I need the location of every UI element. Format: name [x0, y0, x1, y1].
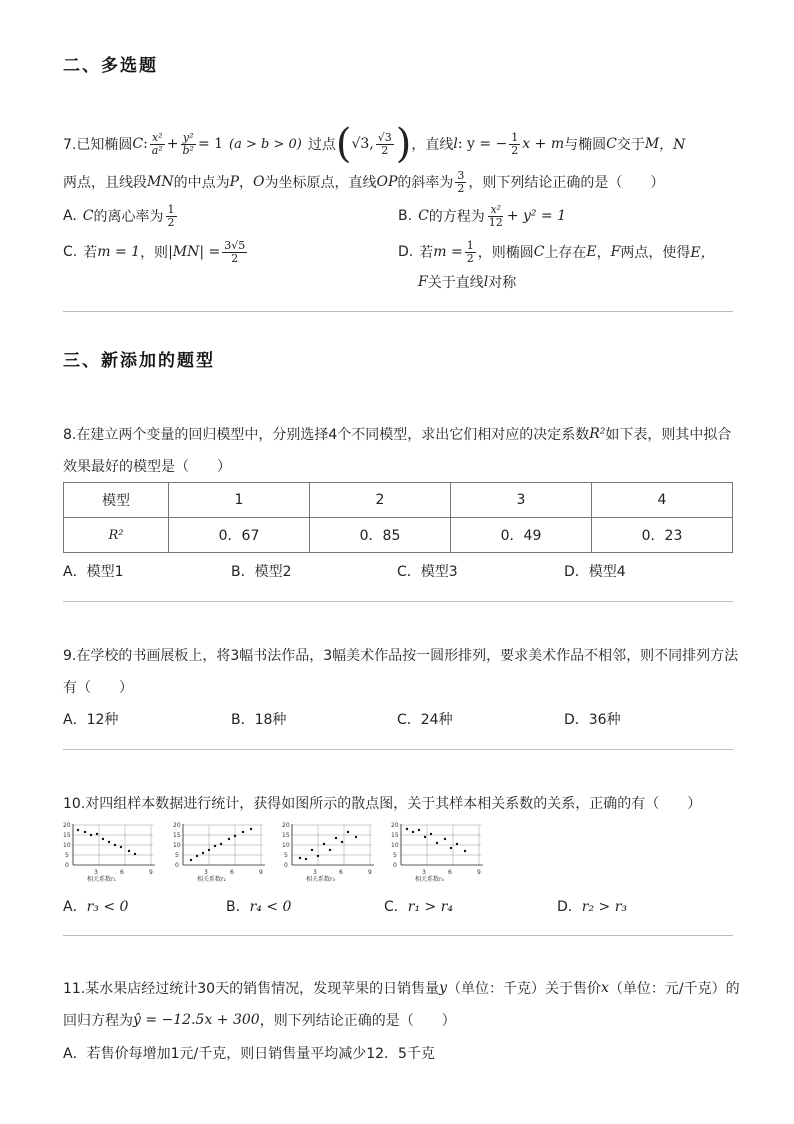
q11-text-c: （单位：元/千克）的 — [608, 981, 740, 997]
q7-l2-a: 两点，且线段 — [63, 175, 147, 191]
plot-label: 相关系数r₃ — [306, 876, 335, 882]
q10-option-b[interactable] — [226, 896, 291, 916]
q8-r2-table — [63, 482, 733, 553]
q10-option-a[interactable] — [63, 896, 128, 916]
q7-text3: 交于 — [616, 137, 645, 153]
table-cell: 0．23 — [592, 518, 733, 553]
option-letter: A. — [63, 208, 77, 224]
q11-stem-line2 — [63, 1009, 456, 1031]
q7-curve-name: C — [132, 136, 144, 152]
q7-l2-f: ，则下列结论正确的是（ ） — [468, 175, 665, 191]
q7-opt-c-text: 若 — [83, 245, 98, 261]
option-letter: D. — [398, 244, 414, 260]
q7-frac-y2-b2: $\frac{\text{y²}}{\text{b²}}$ — [182, 130, 194, 157]
q7-opt-b-curve: C — [418, 208, 429, 224]
y-tick: 20 — [391, 822, 399, 829]
x-tick: 6 — [120, 869, 124, 876]
q7-plus: + — [166, 136, 179, 152]
q9-option-c[interactable]: C．24种 — [397, 712, 453, 728]
q7-opt-d-mid3: 两点，使得 — [620, 245, 691, 261]
y-tick: 20 — [282, 822, 290, 829]
q7-l2-d: 为坐标原点，直线 — [264, 175, 377, 191]
x-tick: 6 — [339, 869, 343, 876]
y-tick: 0 — [393, 862, 397, 869]
q7-opt-c-frac: $\frac{3√5}{2}$ — [224, 238, 246, 265]
q7-opt-d-frac: $\frac{1}{2}$ — [466, 238, 474, 265]
q9-option-a[interactable]: A．12种 — [63, 712, 119, 728]
q7-segment-MN: MN — [147, 174, 174, 190]
q7-frac-x2-a2: $\frac{\text{x²}}{\text{a²}}$ — [151, 130, 163, 157]
q8-text-b: 如下表，则其中拟合 — [605, 427, 732, 443]
x-tick: 9 — [477, 869, 481, 876]
plot-label: 相关系数r₁ — [87, 876, 116, 882]
q7-point-M: M — [644, 136, 660, 152]
table-header-cell: 3 — [451, 483, 592, 518]
q11-text-e: ，则下列结论正确的是（ ） — [259, 1013, 456, 1029]
x-tick: 9 — [368, 869, 372, 876]
q7-option-c[interactable] — [63, 234, 249, 270]
option-math: r₃ < 0 — [86, 899, 129, 915]
q8-stem-line1 — [63, 422, 731, 446]
q8-text-a: 8.在建立两个变量的回归模型中，分别选择4个不同模型，求出它们相对应的决定系数 — [63, 427, 590, 443]
q7-text2: 与椭圆 — [564, 137, 607, 153]
table-cell: 0．67 — [169, 518, 310, 553]
q7-condition: (a > b > 0) — [229, 136, 302, 152]
y-tick: 20 — [173, 822, 181, 829]
q7-opt-d-m: m = — [433, 244, 463, 260]
y-tick: 15 — [391, 832, 399, 839]
q7-opt-b-text: 的方程为 — [428, 209, 485, 225]
q7-opt-a-curve: C — [82, 208, 94, 224]
q7-opt-d-text: 若 — [419, 245, 434, 261]
y-tick: 10 — [391, 842, 399, 849]
q8-R2: R² — [589, 426, 606, 442]
q7-option-d[interactable] — [398, 234, 715, 270]
q7-opt-d-F2: F — [418, 274, 428, 290]
q7-opt-d-E2: E， — [690, 245, 715, 261]
q9-stem-line1: 9.在学校的书画展板上，将3幅书法作品，3幅美术作品按一圆形排列，要求美术作品不相邻，则不同排列方法 — [63, 648, 739, 664]
option-math: r₂ > r₃ — [581, 899, 628, 915]
q7-line-l: l — [453, 136, 458, 152]
q7-point-P: P — [229, 174, 240, 190]
q7-opt-d-sep: ， — [596, 245, 611, 261]
y-tick: 15 — [173, 832, 181, 839]
table-row — [64, 483, 733, 518]
q7-line-label: ，直线 — [411, 137, 454, 153]
q7-colon: : — [143, 136, 148, 152]
option-math: r₁ > r₄ — [407, 899, 454, 915]
option-letter: B． — [226, 899, 250, 915]
y-tick: 20 — [63, 822, 71, 829]
table-cell: 0．85 — [310, 518, 451, 553]
q7-stem-line2 — [63, 164, 664, 200]
y-tick: 5 — [65, 852, 69, 859]
divider — [63, 935, 733, 936]
x-tick: 6 — [230, 869, 234, 876]
q7-point-N: ，N — [659, 137, 686, 153]
q11-var-y: y — [439, 980, 447, 996]
divider — [63, 749, 733, 750]
table-header-cell: 2 — [310, 483, 451, 518]
q7-line-eq-b: x + m — [522, 136, 565, 152]
q7-l2-b: 的中点为 — [173, 175, 230, 191]
x-tick: 3 — [422, 869, 426, 876]
q7-opt-c-mid: ，则 — [140, 245, 169, 261]
q7-option-a[interactable] — [63, 199, 179, 233]
y-tick: 15 — [282, 832, 290, 839]
q11-text-a: 11.某水果店经过统计30天的销售情况，发现苹果的日销售量 — [63, 981, 440, 997]
q7-text: 7.已知椭圆 — [63, 137, 133, 153]
q7-line-OP: OP — [376, 174, 398, 190]
q7-opt-d-l: l — [483, 274, 489, 290]
y-tick: 10 — [63, 842, 71, 849]
q7-through: 过点 — [307, 137, 336, 153]
q7-opt-a-text: 的离心率为 — [93, 209, 164, 225]
y-tick: 15 — [63, 832, 71, 839]
y-tick: 10 — [173, 842, 181, 849]
q8-option-c[interactable]: C．模型3 — [397, 564, 458, 580]
q11-stem-line1 — [63, 977, 740, 999]
q7-option-d-cont — [418, 270, 516, 294]
table-header-cell: 4 — [592, 483, 733, 518]
q7-opt-d-mid: ，则椭圆 — [477, 245, 534, 261]
y-tick: 0 — [284, 862, 288, 869]
scatter-plot-4 — [391, 820, 489, 882]
scatter-plot-2 — [173, 820, 271, 882]
q11-regression-eq: ŷ = −12.5x + 300 — [133, 1012, 260, 1028]
q7-curve-name-2: C — [606, 136, 617, 152]
q11-text-d: 回归方程为 — [63, 1013, 133, 1029]
q7-opt-d-E: E — [586, 244, 597, 260]
q7-opt-d-F: F — [610, 244, 621, 260]
q11-text-b: （单位：千克）关于售价 — [447, 981, 601, 997]
left-paren-icon: ( — [335, 121, 352, 167]
divider — [63, 311, 733, 312]
q8-option-d[interactable]: D．模型4 — [564, 564, 626, 580]
q7-l2-e: 的斜率为 — [397, 175, 454, 191]
plot-label: 相关系数r₄ — [415, 876, 444, 882]
q7-opt-d-curve: C — [533, 244, 545, 260]
section-title-multiple-choice: 二、多选题 — [63, 56, 158, 76]
q9-stem-line2: 有（ ） — [63, 680, 133, 696]
option-math: r₄ < 0 — [249, 899, 292, 915]
q8-stem-line2: 效果最好的模型是（ ） — [63, 459, 231, 475]
q7-l2-c: ， — [239, 175, 254, 191]
table-cell: 0．49 — [451, 518, 592, 553]
q10-stem: 10.对四组样本数据进行统计，获得如图所示的散点图，关于其样本相关系数的关系，正确的有（ ） — [63, 796, 702, 812]
q7-opt-c-m: m = 1 — [97, 244, 141, 260]
q8-option-b[interactable]: B．模型2 — [231, 564, 292, 580]
scatter-plot-1 — [63, 820, 161, 882]
q7-frac-sqrt3-2: $\frac{√3}{2}$ — [377, 130, 392, 157]
plot-label: 相关系数r₂ — [197, 876, 226, 882]
option-letter: A． — [63, 899, 87, 915]
q7-stem-line1 — [63, 120, 685, 168]
y-tick: 5 — [284, 852, 288, 859]
q9-option-d[interactable]: D．36种 — [564, 712, 621, 728]
x-tick: 3 — [313, 869, 317, 876]
q7-sqrt3: √3, — [351, 136, 374, 152]
scatter-plot-3 — [282, 820, 380, 882]
y-tick: 10 — [282, 842, 290, 849]
y-tick: 0 — [65, 862, 69, 869]
q7-opt-b-frac: $\frac{\text{x²}}{12}$ — [488, 202, 503, 229]
q7-opt-a-frac: $\frac{1}{2}$ — [167, 202, 175, 229]
q7-point-O: O — [253, 174, 265, 190]
q10-option-c[interactable] — [384, 896, 453, 916]
x-tick: 6 — [448, 869, 452, 876]
right-paren-icon: ) — [395, 121, 412, 167]
option-letter: B. — [398, 208, 413, 224]
q11-var-x: x — [601, 980, 609, 996]
q7-opt-d-mid2: 上存在 — [544, 245, 587, 261]
q8-option-a[interactable]: A．模型1 — [63, 564, 124, 580]
q7-frac-3-2: $\frac{3}{2}$ — [457, 168, 465, 195]
table-cell: R² — [64, 518, 169, 553]
x-tick: 3 — [94, 869, 98, 876]
option-letter: D． — [557, 899, 582, 915]
q10-option-d[interactable] — [557, 896, 627, 916]
x-tick: 9 — [259, 869, 263, 876]
x-tick: 3 — [204, 869, 208, 876]
q11-option-a[interactable]: A．若售价每增加1元/千克，则日销售量平均减少12．5千克 — [63, 1046, 435, 1062]
q7-option-b[interactable] — [398, 199, 566, 233]
y-tick: 0 — [175, 862, 179, 869]
q7-opt-d-end: 对称 — [488, 275, 517, 291]
q7-frac-1-2: $\frac{1}{2}$ — [511, 130, 519, 157]
q7-opt-b-tail: + y² = 1 — [506, 208, 567, 224]
option-letter: C． — [384, 899, 408, 915]
q7-line-eq-a: : y = − — [457, 136, 508, 152]
q7-eq1: = 1 — [197, 136, 224, 152]
q9-option-b[interactable]: B．18种 — [231, 712, 287, 728]
q7-opt-d-tail: 关于直线 — [427, 275, 484, 291]
table-header-cell: 模型 — [64, 483, 169, 518]
section-title-new-types: 三、新添加的题型 — [63, 351, 215, 371]
q7-opt-c-abs: |MN| = — [168, 244, 221, 260]
y-tick: 5 — [393, 852, 397, 859]
option-letter: C. — [63, 244, 78, 260]
x-tick: 9 — [149, 869, 153, 876]
divider — [63, 601, 733, 602]
table-row — [64, 518, 733, 553]
y-tick: 5 — [175, 852, 179, 859]
table-header-cell: 1 — [169, 483, 310, 518]
